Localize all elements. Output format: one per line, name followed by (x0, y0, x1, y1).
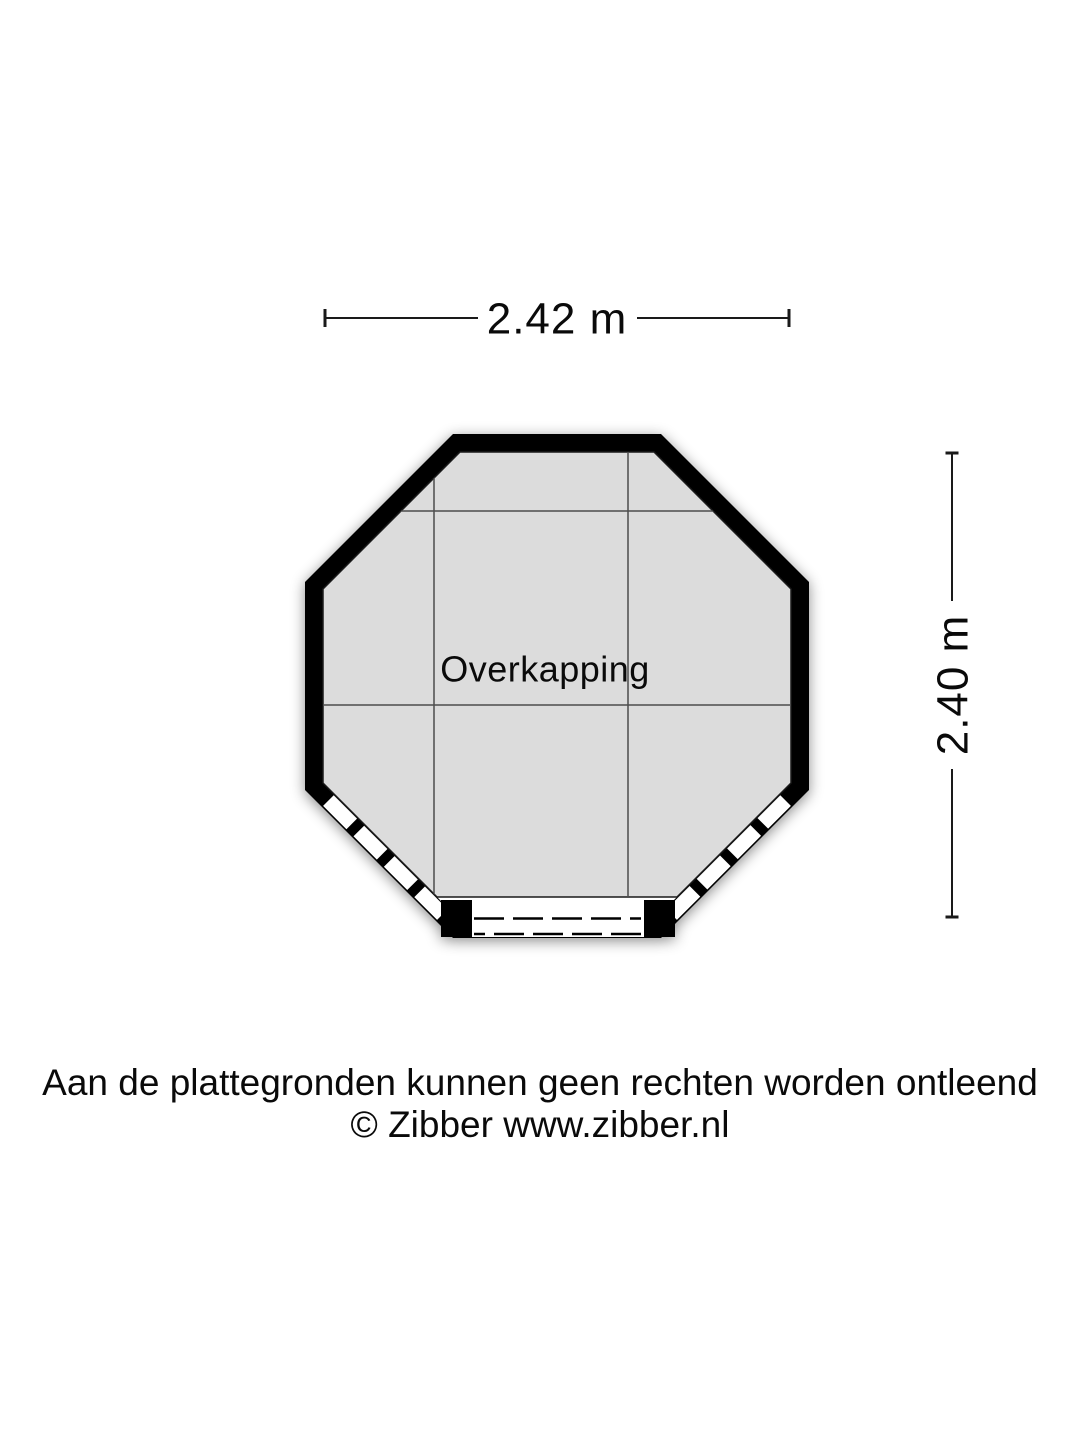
room-label: Overkapping (440, 648, 650, 690)
corner-post-left (441, 900, 472, 937)
corner-post-right (644, 900, 675, 937)
footer-copyright: © Zibber www.zibber.nl (350, 1104, 730, 1145)
width-dimension-label: 2.42 m (486, 294, 628, 344)
height-dimension-label: 2.40 m (928, 614, 978, 756)
footer-disclaimer: Aan de plattegronden kunnen geen rechten worden ontleend (42, 1062, 1038, 1103)
